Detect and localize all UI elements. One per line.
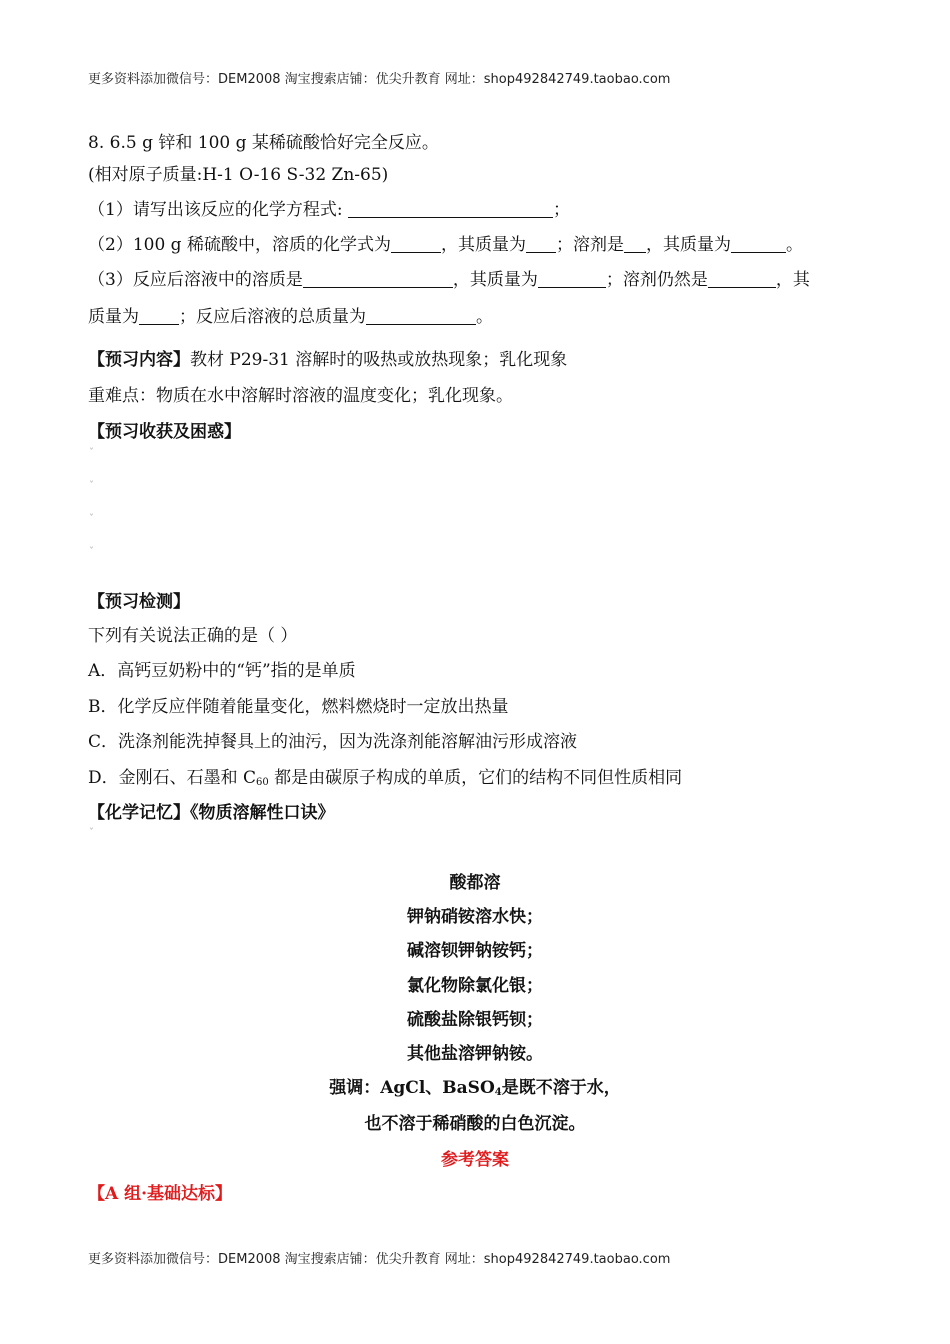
q8-part2 [88,233,803,256]
answer-heading: 参考答案 [441,1150,509,1170]
option-d-post: 都是由碳原子构成的单质，它们的结构不同但性质相同 [268,768,683,788]
page-header: 更多资料添加微信号：DEM2008 淘宝搜索店铺：优尖升教育 网址：shop492842749.taobao.com [88,72,671,87]
blank-solvent [624,233,646,253]
q8-part3-c: ；溶剂仍然是 [605,270,708,290]
q8-part3-b: ，其质量为 [452,270,538,290]
para-mark: ˇ [89,514,94,525]
q8-part2-a: （2）100 g 稀硫酸中，溶质的化学式为 [88,235,391,255]
q8-title: 8. 6.5 g 锌和 100 g 某稀硫酸恰好完全反应。 [88,133,439,153]
para-mark: ˇ [89,481,94,492]
emphasis-line [0,1077,950,1104]
harvest-title: 【预习收获及困惑】 [88,422,241,442]
check-title: 【预习检测】 [88,592,190,612]
q8-part3 [88,268,810,291]
group-a-title: 【A 组·基础达标】 [88,1184,233,1204]
option-b: B．化学反应伴随着能量变化，燃料燃烧时一定放出热量 [88,697,509,717]
rhyme-line: 碱溶钡钾钠铵钙； [407,941,543,961]
rhyme-line: 氯化物除氯化银； [407,976,543,996]
blank-new-solute-mass [538,268,606,288]
emphasis-line-2: 也不溶于稀硝酸的白色沉淀。 [364,1114,586,1134]
preview-content [88,349,567,371]
q8-part2-e: 。 [785,235,803,255]
blank-solute-mass [526,233,556,253]
q8-part3b-b: ；反应后溶液的总质量为 [179,307,366,327]
page-footer: 更多资料添加微信号：DEM2008 淘宝搜索店铺：优尖升教育 网址：shop492842749.taobao.com [88,1252,671,1267]
q8-part1 [88,198,570,221]
q8-part1-text: （1）请写出该反应的化学方程式: [88,200,348,220]
q8-part2-b: ，其质量为 [440,235,526,255]
rhyme-line: 其他盐溶钾钠铵。 [407,1044,543,1064]
blank-solvent-mass [731,233,786,253]
para-mark: ˇ [89,828,94,839]
para-mark: ˇ [89,448,94,459]
key-points: 重难点：物质在水中溶解时溶液的温度变化；乳化现象。 [88,386,513,406]
rhyme-line: 酸都溶 [449,873,501,893]
q8-part2-c: ；溶剂是 [555,235,624,255]
blank-new-solute [303,268,453,288]
blank-new-solvent [708,268,776,288]
rhyme-line: 硫酸盐除银钙钡； [407,1010,543,1030]
memory-title: 【化学记忆】《物质溶解性口诀》 [88,803,335,823]
emphasis-post: 是既不溶于水， [501,1078,621,1098]
preview-label: 【预习内容】 [88,350,190,370]
option-d-pre: D．金刚石、石墨和 C [88,768,257,788]
q8-part3b-a: 质量为 [88,307,139,327]
q8-part1-end: ； [552,200,570,220]
emphasis-pre: 强调：AgCl、BaSO [329,1078,495,1098]
blank-solute-formula [391,233,441,253]
q8-atomic-masses: (相对原子质量:H-1 O-16 S-32 Zn-65) [88,165,389,185]
q8-part3-a: （3）反应后溶液中的溶质是 [88,270,303,290]
emphasis-sub: 4 [494,1087,502,1098]
para-mark: ˇ [89,547,94,558]
q8-part3-cont [88,305,493,328]
q8-part2-d: ，其质量为 [645,235,731,255]
blank-equation [348,198,553,218]
blank-total-mass [366,305,476,325]
option-d-sub: 60 [256,777,269,788]
option-c: C．洗涤剂能洗掉餐具上的油污，因为洗涤剂能溶解油污形成溶液 [88,732,578,752]
rhyme-line: 钾钠硝铵溶水快； [407,907,543,927]
blank-new-solvent-mass [139,305,179,325]
q8-part3b-c: 。 [476,307,493,327]
check-question: 下列有关说法正确的是（ ） [88,626,298,646]
q8-part3-d: ，其 [775,270,810,290]
option-d [88,767,682,794]
preview-text: 教材 P29-31 溶解时的吸热或放热现象；乳化现象 [190,350,568,370]
option-a: A．高钙豆奶粉中的“钙”指的是单质 [88,661,356,681]
